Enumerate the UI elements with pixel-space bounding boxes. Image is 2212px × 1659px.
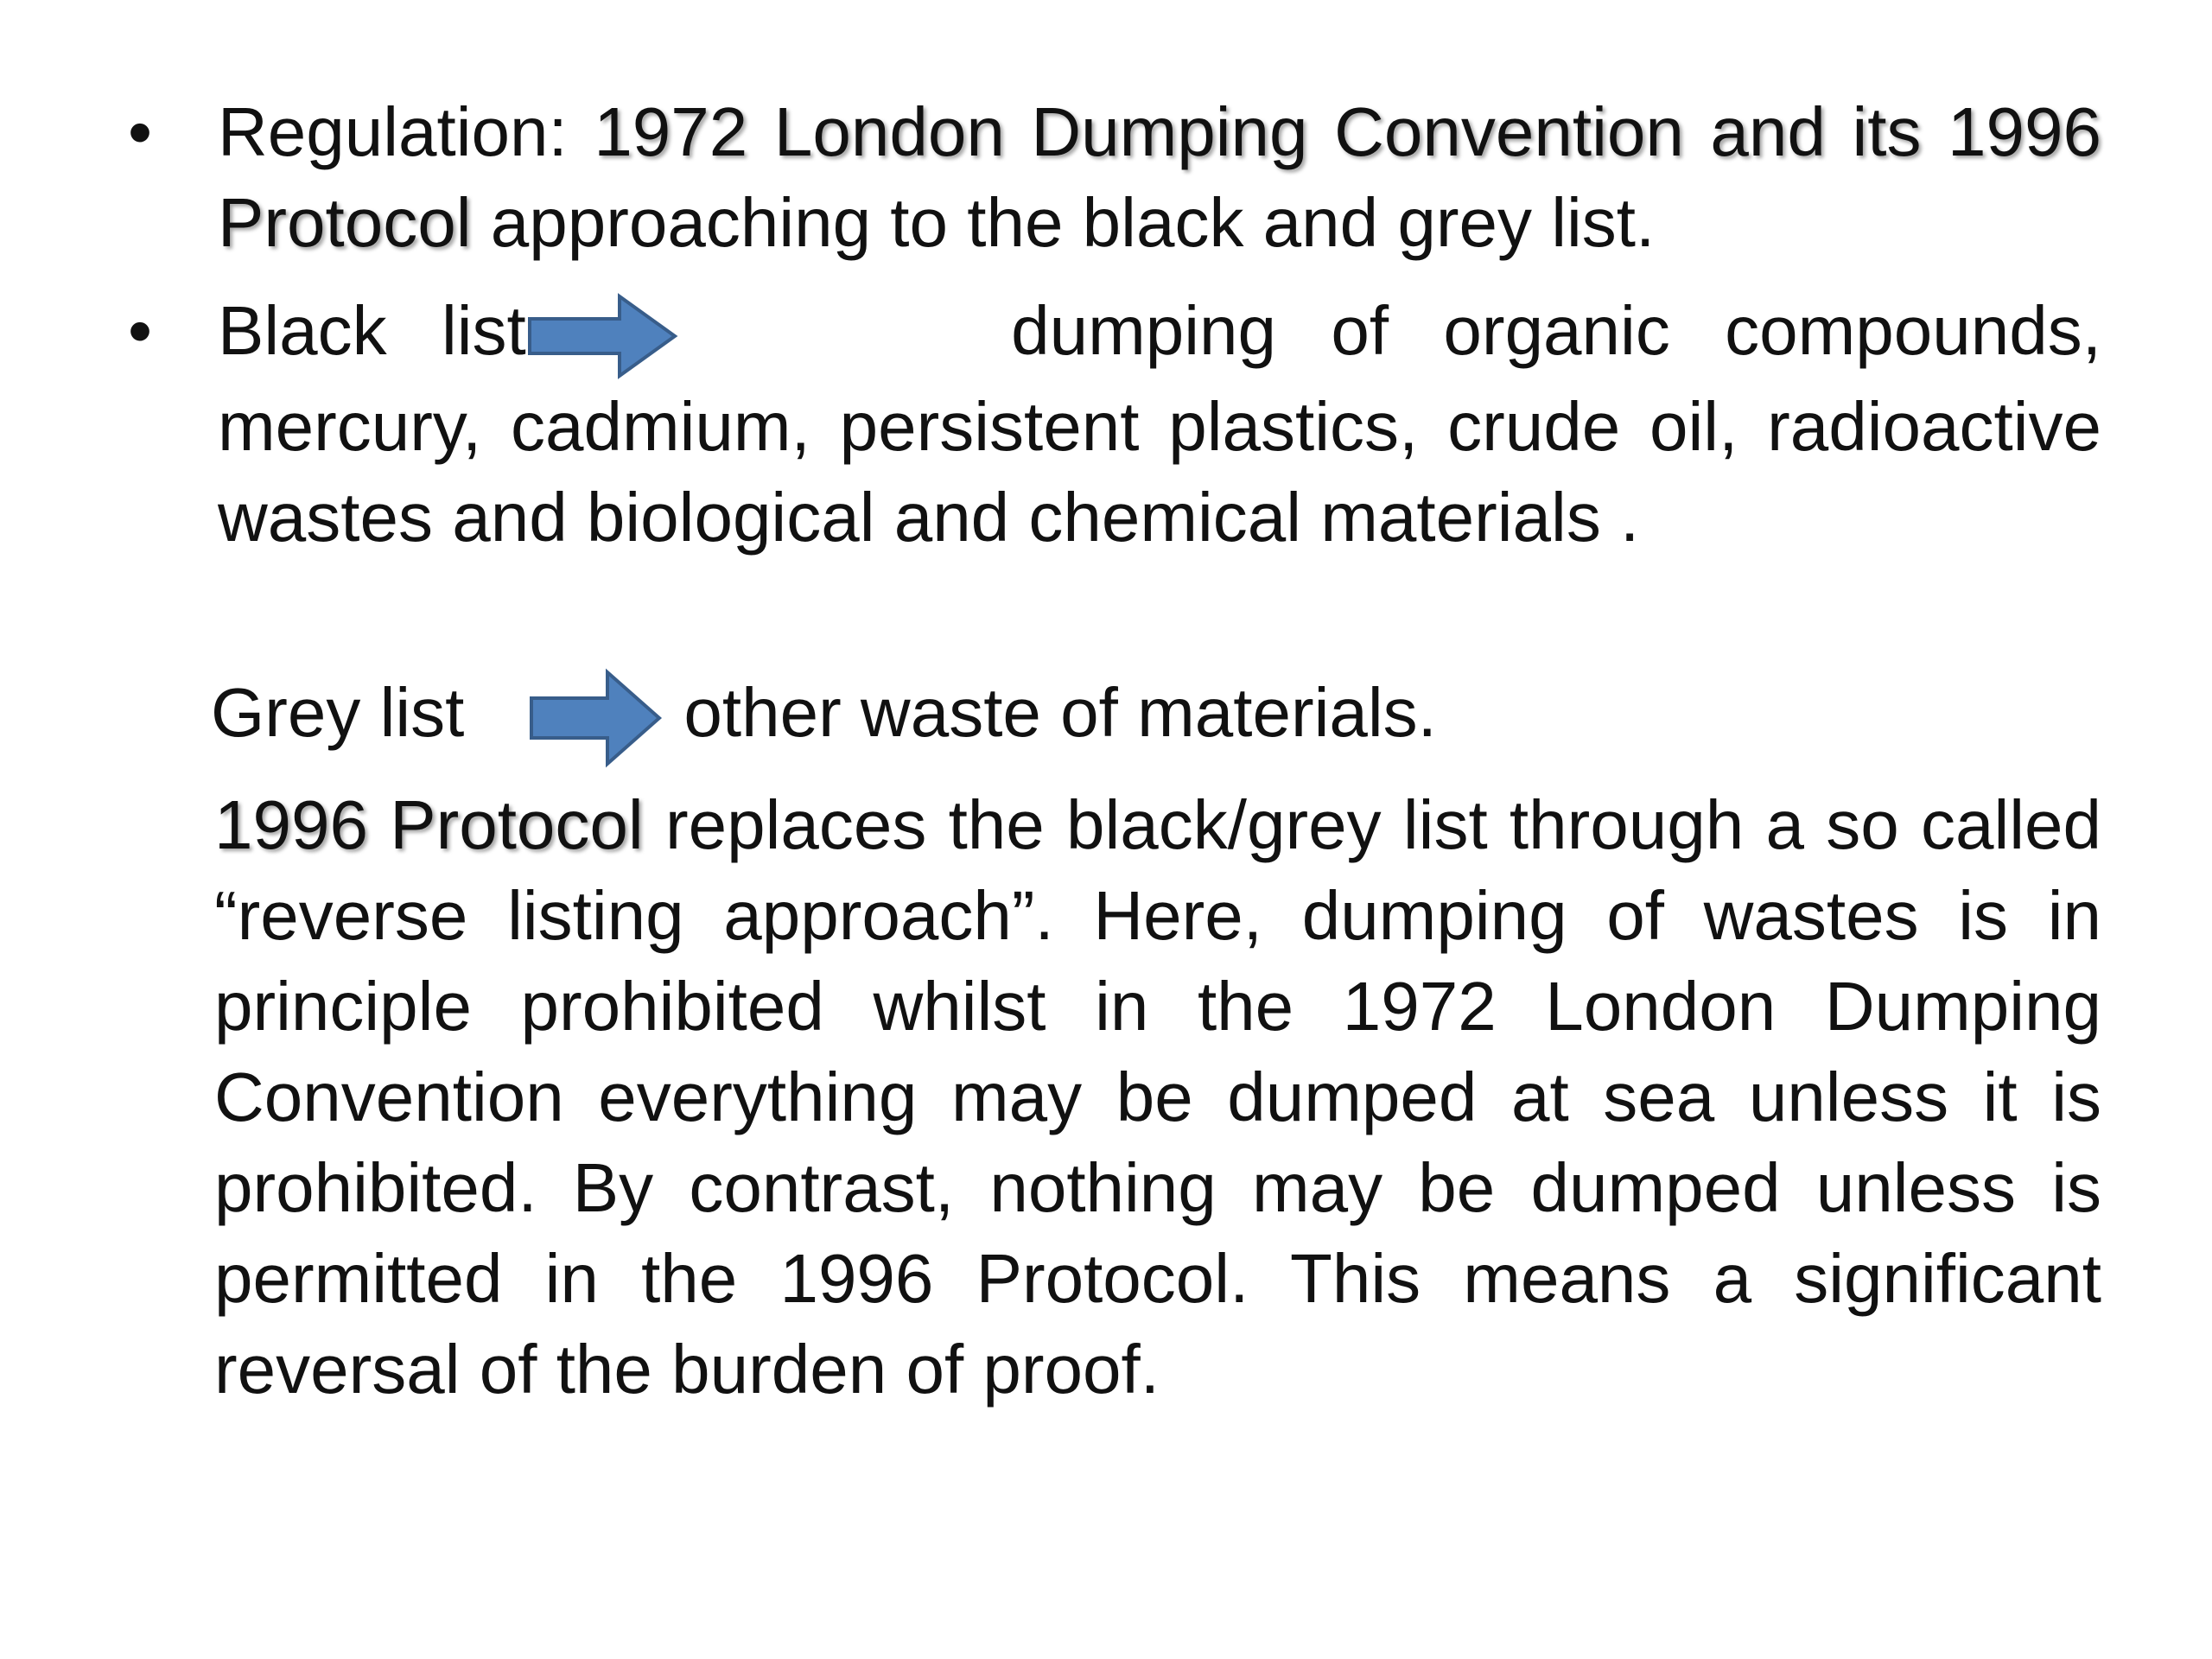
regulation-rest: approaching to the black and grey list. xyxy=(490,184,1656,261)
regulation-bullet xyxy=(218,86,2101,268)
grey-list-description: other waste of materials. xyxy=(683,674,1437,752)
regulation-highlight: 1972 London Dumping Convention and its 1996 Protocol xyxy=(218,93,2101,261)
protocol-text: replaces the black/grey list through a so called “reverse listing approach”. Here, dumping of wastes is in principle prohibited whilst in the 1972 London Dumping Convention everything may be dumped at sea unless it is prohibited. By contrast, nothing may be dumped unless is permitted in the 1996 Protocol. This means a significant reversal of the burden of proof. xyxy=(214,786,2101,1408)
regulation-label: Regulation: xyxy=(218,93,568,170)
black-list-description: dumping of organic compounds, mercury, cadmium, persistent plastics, crude oil, radioactive wastes and biological and chemical materials . xyxy=(218,292,2101,556)
grey-list-row xyxy=(211,667,1437,769)
right-arrow-icon xyxy=(526,291,680,381)
black-list-bullet xyxy=(218,285,2101,563)
protocol-paragraph xyxy=(214,779,2101,1414)
grey-list-label: Grey list xyxy=(211,674,465,752)
bullet-1-dot: • xyxy=(128,93,153,170)
bullet-2-dot: • xyxy=(128,292,153,369)
black-list-label: Black list xyxy=(218,292,526,369)
right-arrow-icon xyxy=(528,667,664,769)
protocol-highlight: 1996 Protocol xyxy=(214,786,644,863)
